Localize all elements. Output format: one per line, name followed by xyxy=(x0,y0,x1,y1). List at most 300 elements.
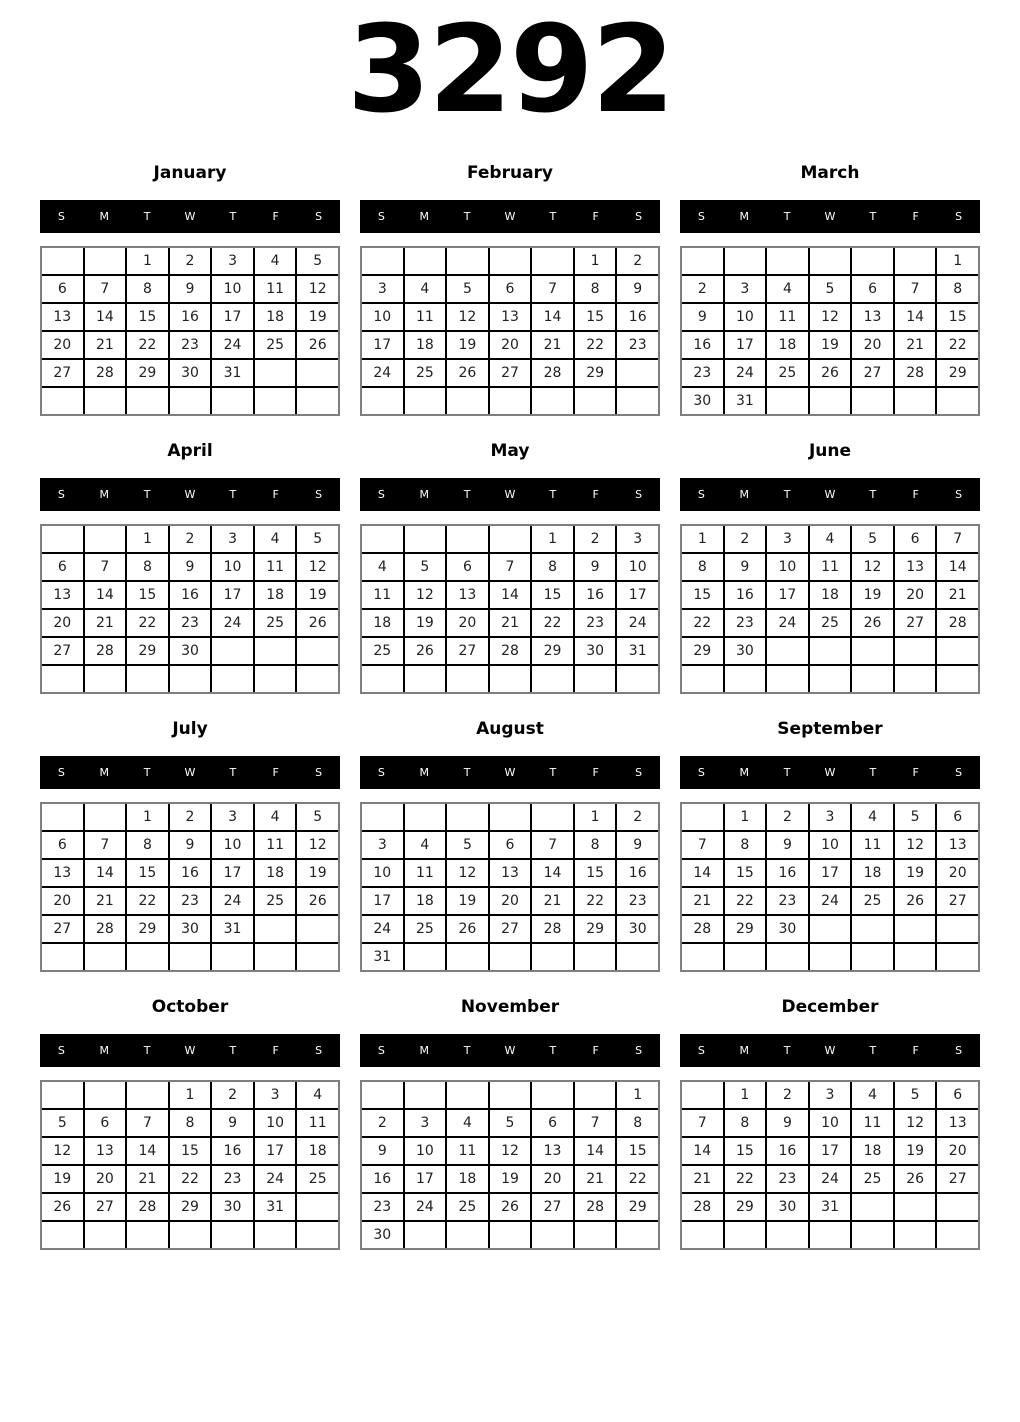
day-cell: 30 xyxy=(575,638,616,664)
day-cell: 18 xyxy=(255,582,296,608)
empty-day-cell xyxy=(85,526,126,552)
day-cell: 4 xyxy=(255,804,296,830)
day-cell: 18 xyxy=(767,332,808,358)
month-september xyxy=(680,720,980,972)
weekday-label: F xyxy=(272,210,279,223)
day-cell: 1 xyxy=(725,804,766,830)
day-cell: 17 xyxy=(617,582,658,608)
day-cell: 13 xyxy=(42,582,83,608)
day-cell: 2 xyxy=(212,1082,253,1108)
day-cell: 21 xyxy=(532,332,573,358)
day-cell: 15 xyxy=(725,860,766,886)
date-grid xyxy=(680,802,980,972)
day-cell: 18 xyxy=(405,888,446,914)
day-cell: 20 xyxy=(42,332,83,358)
day-cell: 14 xyxy=(85,860,126,886)
day-cell: 2 xyxy=(170,804,211,830)
weekday-label: T xyxy=(143,210,151,223)
month-october xyxy=(40,998,340,1250)
day-cell: 21 xyxy=(127,1166,168,1192)
day-cell: 26 xyxy=(42,1194,83,1220)
empty-day-cell xyxy=(532,666,573,692)
day-cell: 24 xyxy=(810,888,851,914)
month-title: November xyxy=(460,997,560,1017)
day-cell: 1 xyxy=(725,1082,766,1108)
day-cell: 3 xyxy=(212,526,253,552)
day-cell: 27 xyxy=(937,1166,978,1192)
empty-day-cell xyxy=(490,666,531,692)
day-cell: 11 xyxy=(767,304,808,330)
day-cell: 19 xyxy=(42,1166,83,1192)
day-cell: 8 xyxy=(575,832,616,858)
day-cell: 12 xyxy=(405,582,446,608)
weekday-label: T xyxy=(783,488,791,501)
empty-day-cell xyxy=(767,638,808,664)
day-cell: 12 xyxy=(810,304,851,330)
day-cell: 19 xyxy=(447,888,488,914)
empty-day-cell xyxy=(405,1082,446,1108)
date-grid xyxy=(360,524,660,694)
day-cell: 15 xyxy=(682,582,723,608)
day-cell: 16 xyxy=(212,1138,253,1164)
day-cell: 29 xyxy=(725,916,766,942)
day-cell: 29 xyxy=(170,1194,211,1220)
day-cell: 14 xyxy=(532,860,573,886)
empty-day-cell xyxy=(297,666,338,692)
empty-day-cell xyxy=(810,388,851,414)
month-august xyxy=(360,720,660,972)
day-cell: 2 xyxy=(682,276,723,302)
day-cell: 19 xyxy=(297,582,338,608)
day-cell: 7 xyxy=(682,1110,723,1136)
day-cell: 20 xyxy=(42,610,83,636)
day-cell: 6 xyxy=(42,554,83,580)
day-cell: 29 xyxy=(682,638,723,664)
day-cell: 29 xyxy=(575,360,616,386)
day-cell: 24 xyxy=(212,610,253,636)
day-cell: 9 xyxy=(575,554,616,580)
weekday-header-bar xyxy=(680,478,980,511)
month-november xyxy=(360,998,660,1250)
empty-day-cell xyxy=(255,916,296,942)
empty-day-cell xyxy=(767,666,808,692)
day-cell: 17 xyxy=(767,582,808,608)
empty-day-cell xyxy=(532,248,573,274)
day-cell: 22 xyxy=(617,1166,658,1192)
weekday-label: S xyxy=(57,766,65,779)
weekday-label: S xyxy=(315,1044,323,1057)
day-cell: 26 xyxy=(852,610,893,636)
empty-day-cell xyxy=(575,388,616,414)
day-cell: 2 xyxy=(575,526,616,552)
day-cell: 1 xyxy=(170,1082,211,1108)
day-cell: 22 xyxy=(127,888,168,914)
empty-day-cell xyxy=(297,916,338,942)
day-cell: 17 xyxy=(362,888,403,914)
weekday-label: T xyxy=(229,210,237,223)
empty-day-cell xyxy=(297,388,338,414)
day-cell: 27 xyxy=(852,360,893,386)
weekday-label: F xyxy=(912,1044,919,1057)
day-cell: 9 xyxy=(617,832,658,858)
day-cell: 22 xyxy=(575,332,616,358)
day-cell: 16 xyxy=(170,582,211,608)
day-cell: 14 xyxy=(490,582,531,608)
day-cell: 21 xyxy=(85,888,126,914)
day-cell: 18 xyxy=(405,332,446,358)
day-cell: 3 xyxy=(362,276,403,302)
day-cell: 27 xyxy=(42,916,83,942)
empty-day-cell xyxy=(255,1222,296,1248)
empty-day-cell xyxy=(447,526,488,552)
day-cell: 29 xyxy=(937,360,978,386)
weekday-label: T xyxy=(143,766,151,779)
empty-day-cell xyxy=(532,1222,573,1248)
weekday-label: F xyxy=(912,766,919,779)
day-cell: 22 xyxy=(725,1166,766,1192)
day-cell: 16 xyxy=(682,332,723,358)
empty-day-cell xyxy=(490,526,531,552)
day-cell: 12 xyxy=(490,1138,531,1164)
weekday-label: S xyxy=(955,1044,963,1057)
empty-day-cell xyxy=(810,248,851,274)
day-cell: 10 xyxy=(212,832,253,858)
day-cell: 3 xyxy=(810,1082,851,1108)
day-cell: 19 xyxy=(810,332,851,358)
empty-day-cell xyxy=(85,666,126,692)
day-cell: 28 xyxy=(127,1194,168,1220)
day-cell: 28 xyxy=(895,360,936,386)
weekday-label: W xyxy=(504,488,516,501)
weekday-header-bar xyxy=(680,1034,980,1067)
day-cell: 5 xyxy=(447,832,488,858)
date-grid xyxy=(680,524,980,694)
day-cell: 25 xyxy=(447,1194,488,1220)
empty-day-cell xyxy=(617,666,658,692)
day-cell: 2 xyxy=(725,526,766,552)
day-cell: 27 xyxy=(937,888,978,914)
day-cell: 19 xyxy=(297,304,338,330)
day-cell: 5 xyxy=(405,554,446,580)
day-cell: 26 xyxy=(297,610,338,636)
weekday-label: F xyxy=(592,488,599,501)
weekday-label: F xyxy=(592,766,599,779)
empty-day-cell xyxy=(575,944,616,970)
day-cell: 2 xyxy=(362,1110,403,1136)
day-cell: 5 xyxy=(297,804,338,830)
day-cell: 28 xyxy=(682,916,723,942)
day-cell: 9 xyxy=(170,554,211,580)
day-cell: 22 xyxy=(127,332,168,358)
empty-day-cell xyxy=(937,916,978,942)
day-cell: 7 xyxy=(575,1110,616,1136)
day-cell: 29 xyxy=(127,638,168,664)
weekday-label: S xyxy=(315,766,323,779)
day-cell: 12 xyxy=(895,832,936,858)
day-cell: 2 xyxy=(767,1082,808,1108)
empty-day-cell xyxy=(297,360,338,386)
day-cell: 25 xyxy=(767,360,808,386)
day-cell: 9 xyxy=(170,276,211,302)
day-cell: 6 xyxy=(42,832,83,858)
weekday-label: S xyxy=(635,488,643,501)
month-title: August xyxy=(476,719,544,739)
day-cell: 18 xyxy=(852,1138,893,1164)
day-cell: 22 xyxy=(532,610,573,636)
day-cell: 22 xyxy=(127,610,168,636)
weekday-label: M xyxy=(739,210,750,223)
day-cell: 18 xyxy=(362,610,403,636)
day-cell: 12 xyxy=(447,860,488,886)
day-cell: 1 xyxy=(127,526,168,552)
weekday-header-bar xyxy=(360,200,660,233)
weekday-label: S xyxy=(57,210,65,223)
day-cell: 11 xyxy=(852,832,893,858)
day-cell: 30 xyxy=(362,1222,403,1248)
weekday-header-bar xyxy=(40,1034,340,1067)
day-cell: 19 xyxy=(405,610,446,636)
day-cell: 22 xyxy=(170,1166,211,1192)
weekday-label: S xyxy=(697,488,705,501)
day-cell: 8 xyxy=(127,276,168,302)
weekday-label: S xyxy=(697,1044,705,1057)
month-title: March xyxy=(800,163,860,183)
empty-day-cell xyxy=(362,666,403,692)
empty-day-cell xyxy=(127,388,168,414)
day-cell: 6 xyxy=(42,276,83,302)
month-title: April xyxy=(167,441,213,461)
day-cell: 25 xyxy=(255,332,296,358)
day-cell: 29 xyxy=(575,916,616,942)
day-cell: 20 xyxy=(895,582,936,608)
empty-day-cell xyxy=(490,1082,531,1108)
day-cell: 4 xyxy=(255,526,296,552)
month-december xyxy=(680,998,980,1250)
day-cell: 24 xyxy=(212,888,253,914)
day-cell: 13 xyxy=(490,860,531,886)
weekday-label: M xyxy=(99,766,110,779)
month-april xyxy=(40,442,340,694)
day-cell: 29 xyxy=(617,1194,658,1220)
empty-day-cell xyxy=(170,944,211,970)
day-cell: 30 xyxy=(725,638,766,664)
day-cell: 17 xyxy=(212,860,253,886)
empty-day-cell xyxy=(170,1222,211,1248)
weekday-label: W xyxy=(824,210,836,223)
weekday-label: W xyxy=(184,210,196,223)
day-cell: 10 xyxy=(405,1138,446,1164)
day-cell: 25 xyxy=(255,888,296,914)
weekday-label: T xyxy=(229,766,237,779)
day-cell: 15 xyxy=(575,304,616,330)
weekday-label: M xyxy=(739,766,750,779)
empty-day-cell xyxy=(617,388,658,414)
empty-day-cell xyxy=(212,666,253,692)
day-cell: 19 xyxy=(490,1166,531,1192)
day-cell: 8 xyxy=(532,554,573,580)
weekday-label: T xyxy=(549,1044,557,1057)
empty-day-cell xyxy=(447,1222,488,1248)
day-cell: 9 xyxy=(362,1138,403,1164)
day-cell: 13 xyxy=(532,1138,573,1164)
day-cell: 31 xyxy=(617,638,658,664)
empty-day-cell xyxy=(405,666,446,692)
day-cell: 9 xyxy=(767,832,808,858)
day-cell: 3 xyxy=(212,804,253,830)
day-cell: 29 xyxy=(532,638,573,664)
day-cell: 28 xyxy=(575,1194,616,1220)
month-title: December xyxy=(781,997,879,1017)
weekday-label: M xyxy=(99,210,110,223)
empty-day-cell xyxy=(895,1222,936,1248)
day-cell: 23 xyxy=(170,610,211,636)
weekday-label: S xyxy=(955,210,963,223)
empty-day-cell xyxy=(532,804,573,830)
day-cell: 9 xyxy=(725,554,766,580)
day-cell: 7 xyxy=(532,832,573,858)
day-cell: 4 xyxy=(297,1082,338,1108)
empty-day-cell xyxy=(85,944,126,970)
calendar-grid xyxy=(40,164,980,1250)
day-cell: 4 xyxy=(405,276,446,302)
day-cell: 28 xyxy=(532,360,573,386)
day-cell: 13 xyxy=(447,582,488,608)
empty-day-cell xyxy=(42,804,83,830)
empty-day-cell xyxy=(617,1222,658,1248)
date-grid xyxy=(360,246,660,416)
weekday-label: T xyxy=(463,1044,471,1057)
empty-day-cell xyxy=(85,804,126,830)
weekday-label: S xyxy=(315,488,323,501)
day-cell: 13 xyxy=(937,1110,978,1136)
day-cell: 24 xyxy=(212,332,253,358)
day-cell: 24 xyxy=(362,916,403,942)
day-cell: 5 xyxy=(42,1110,83,1136)
weekday-label: S xyxy=(697,766,705,779)
day-cell: 5 xyxy=(810,276,851,302)
weekday-label: T xyxy=(463,488,471,501)
day-cell: 30 xyxy=(767,916,808,942)
day-cell: 15 xyxy=(725,1138,766,1164)
day-cell: 10 xyxy=(255,1110,296,1136)
weekday-label: W xyxy=(504,1044,516,1057)
weekday-label: S xyxy=(377,488,385,501)
day-cell: 20 xyxy=(42,888,83,914)
day-cell: 13 xyxy=(42,304,83,330)
empty-day-cell xyxy=(362,526,403,552)
day-cell: 10 xyxy=(212,554,253,580)
weekday-label: S xyxy=(377,210,385,223)
day-cell: 23 xyxy=(725,610,766,636)
year-title: 3292 xyxy=(347,1,673,140)
empty-day-cell xyxy=(297,1194,338,1220)
date-grid xyxy=(40,802,340,972)
weekday-label: S xyxy=(955,488,963,501)
weekday-header-bar xyxy=(680,200,980,233)
day-cell: 18 xyxy=(297,1138,338,1164)
day-cell: 3 xyxy=(617,526,658,552)
weekday-label: T xyxy=(869,210,877,223)
day-cell: 30 xyxy=(767,1194,808,1220)
day-cell: 1 xyxy=(617,1082,658,1108)
month-title: June xyxy=(808,441,852,461)
day-cell: 25 xyxy=(405,360,446,386)
empty-day-cell xyxy=(937,1222,978,1248)
day-cell: 4 xyxy=(255,248,296,274)
empty-day-cell xyxy=(170,388,211,414)
day-cell: 23 xyxy=(212,1166,253,1192)
day-cell: 16 xyxy=(617,304,658,330)
day-cell: 24 xyxy=(255,1166,296,1192)
empty-day-cell xyxy=(852,944,893,970)
day-cell: 25 xyxy=(810,610,851,636)
day-cell: 17 xyxy=(810,1138,851,1164)
day-cell: 27 xyxy=(42,638,83,664)
empty-day-cell xyxy=(42,1222,83,1248)
day-cell: 21 xyxy=(575,1166,616,1192)
day-cell: 30 xyxy=(617,916,658,942)
day-cell: 6 xyxy=(937,1082,978,1108)
day-cell: 17 xyxy=(255,1138,296,1164)
day-cell: 7 xyxy=(127,1110,168,1136)
day-cell: 20 xyxy=(490,888,531,914)
day-cell: 9 xyxy=(767,1110,808,1136)
empty-day-cell xyxy=(405,248,446,274)
empty-day-cell xyxy=(810,666,851,692)
weekday-label: T xyxy=(143,1044,151,1057)
empty-day-cell xyxy=(447,944,488,970)
day-cell: 7 xyxy=(532,276,573,302)
day-cell: 28 xyxy=(85,916,126,942)
day-cell: 23 xyxy=(682,360,723,386)
empty-day-cell xyxy=(725,248,766,274)
weekday-label: S xyxy=(57,488,65,501)
day-cell: 20 xyxy=(852,332,893,358)
day-cell: 28 xyxy=(937,610,978,636)
weekday-header-bar xyxy=(360,1034,660,1067)
weekday-label: T xyxy=(463,766,471,779)
day-cell: 11 xyxy=(405,304,446,330)
weekday-header-bar xyxy=(680,756,980,789)
day-cell: 4 xyxy=(447,1110,488,1136)
day-cell: 8 xyxy=(127,554,168,580)
day-cell: 3 xyxy=(212,248,253,274)
day-cell: 16 xyxy=(170,860,211,886)
day-cell: 5 xyxy=(852,526,893,552)
day-cell: 21 xyxy=(532,888,573,914)
weekday-label: S xyxy=(377,1044,385,1057)
day-cell: 25 xyxy=(255,610,296,636)
empty-day-cell xyxy=(725,944,766,970)
empty-day-cell xyxy=(725,666,766,692)
empty-day-cell xyxy=(255,388,296,414)
day-cell: 1 xyxy=(575,804,616,830)
day-cell: 25 xyxy=(852,888,893,914)
day-cell: 31 xyxy=(255,1194,296,1220)
empty-day-cell xyxy=(85,248,126,274)
day-cell: 20 xyxy=(490,332,531,358)
empty-day-cell xyxy=(212,388,253,414)
empty-day-cell xyxy=(405,1222,446,1248)
day-cell: 15 xyxy=(127,304,168,330)
day-cell: 18 xyxy=(447,1166,488,1192)
weekday-label: F xyxy=(912,488,919,501)
day-cell: 31 xyxy=(212,916,253,942)
day-cell: 26 xyxy=(447,916,488,942)
day-cell: 4 xyxy=(767,276,808,302)
day-cell: 23 xyxy=(362,1194,403,1220)
day-cell: 31 xyxy=(810,1194,851,1220)
